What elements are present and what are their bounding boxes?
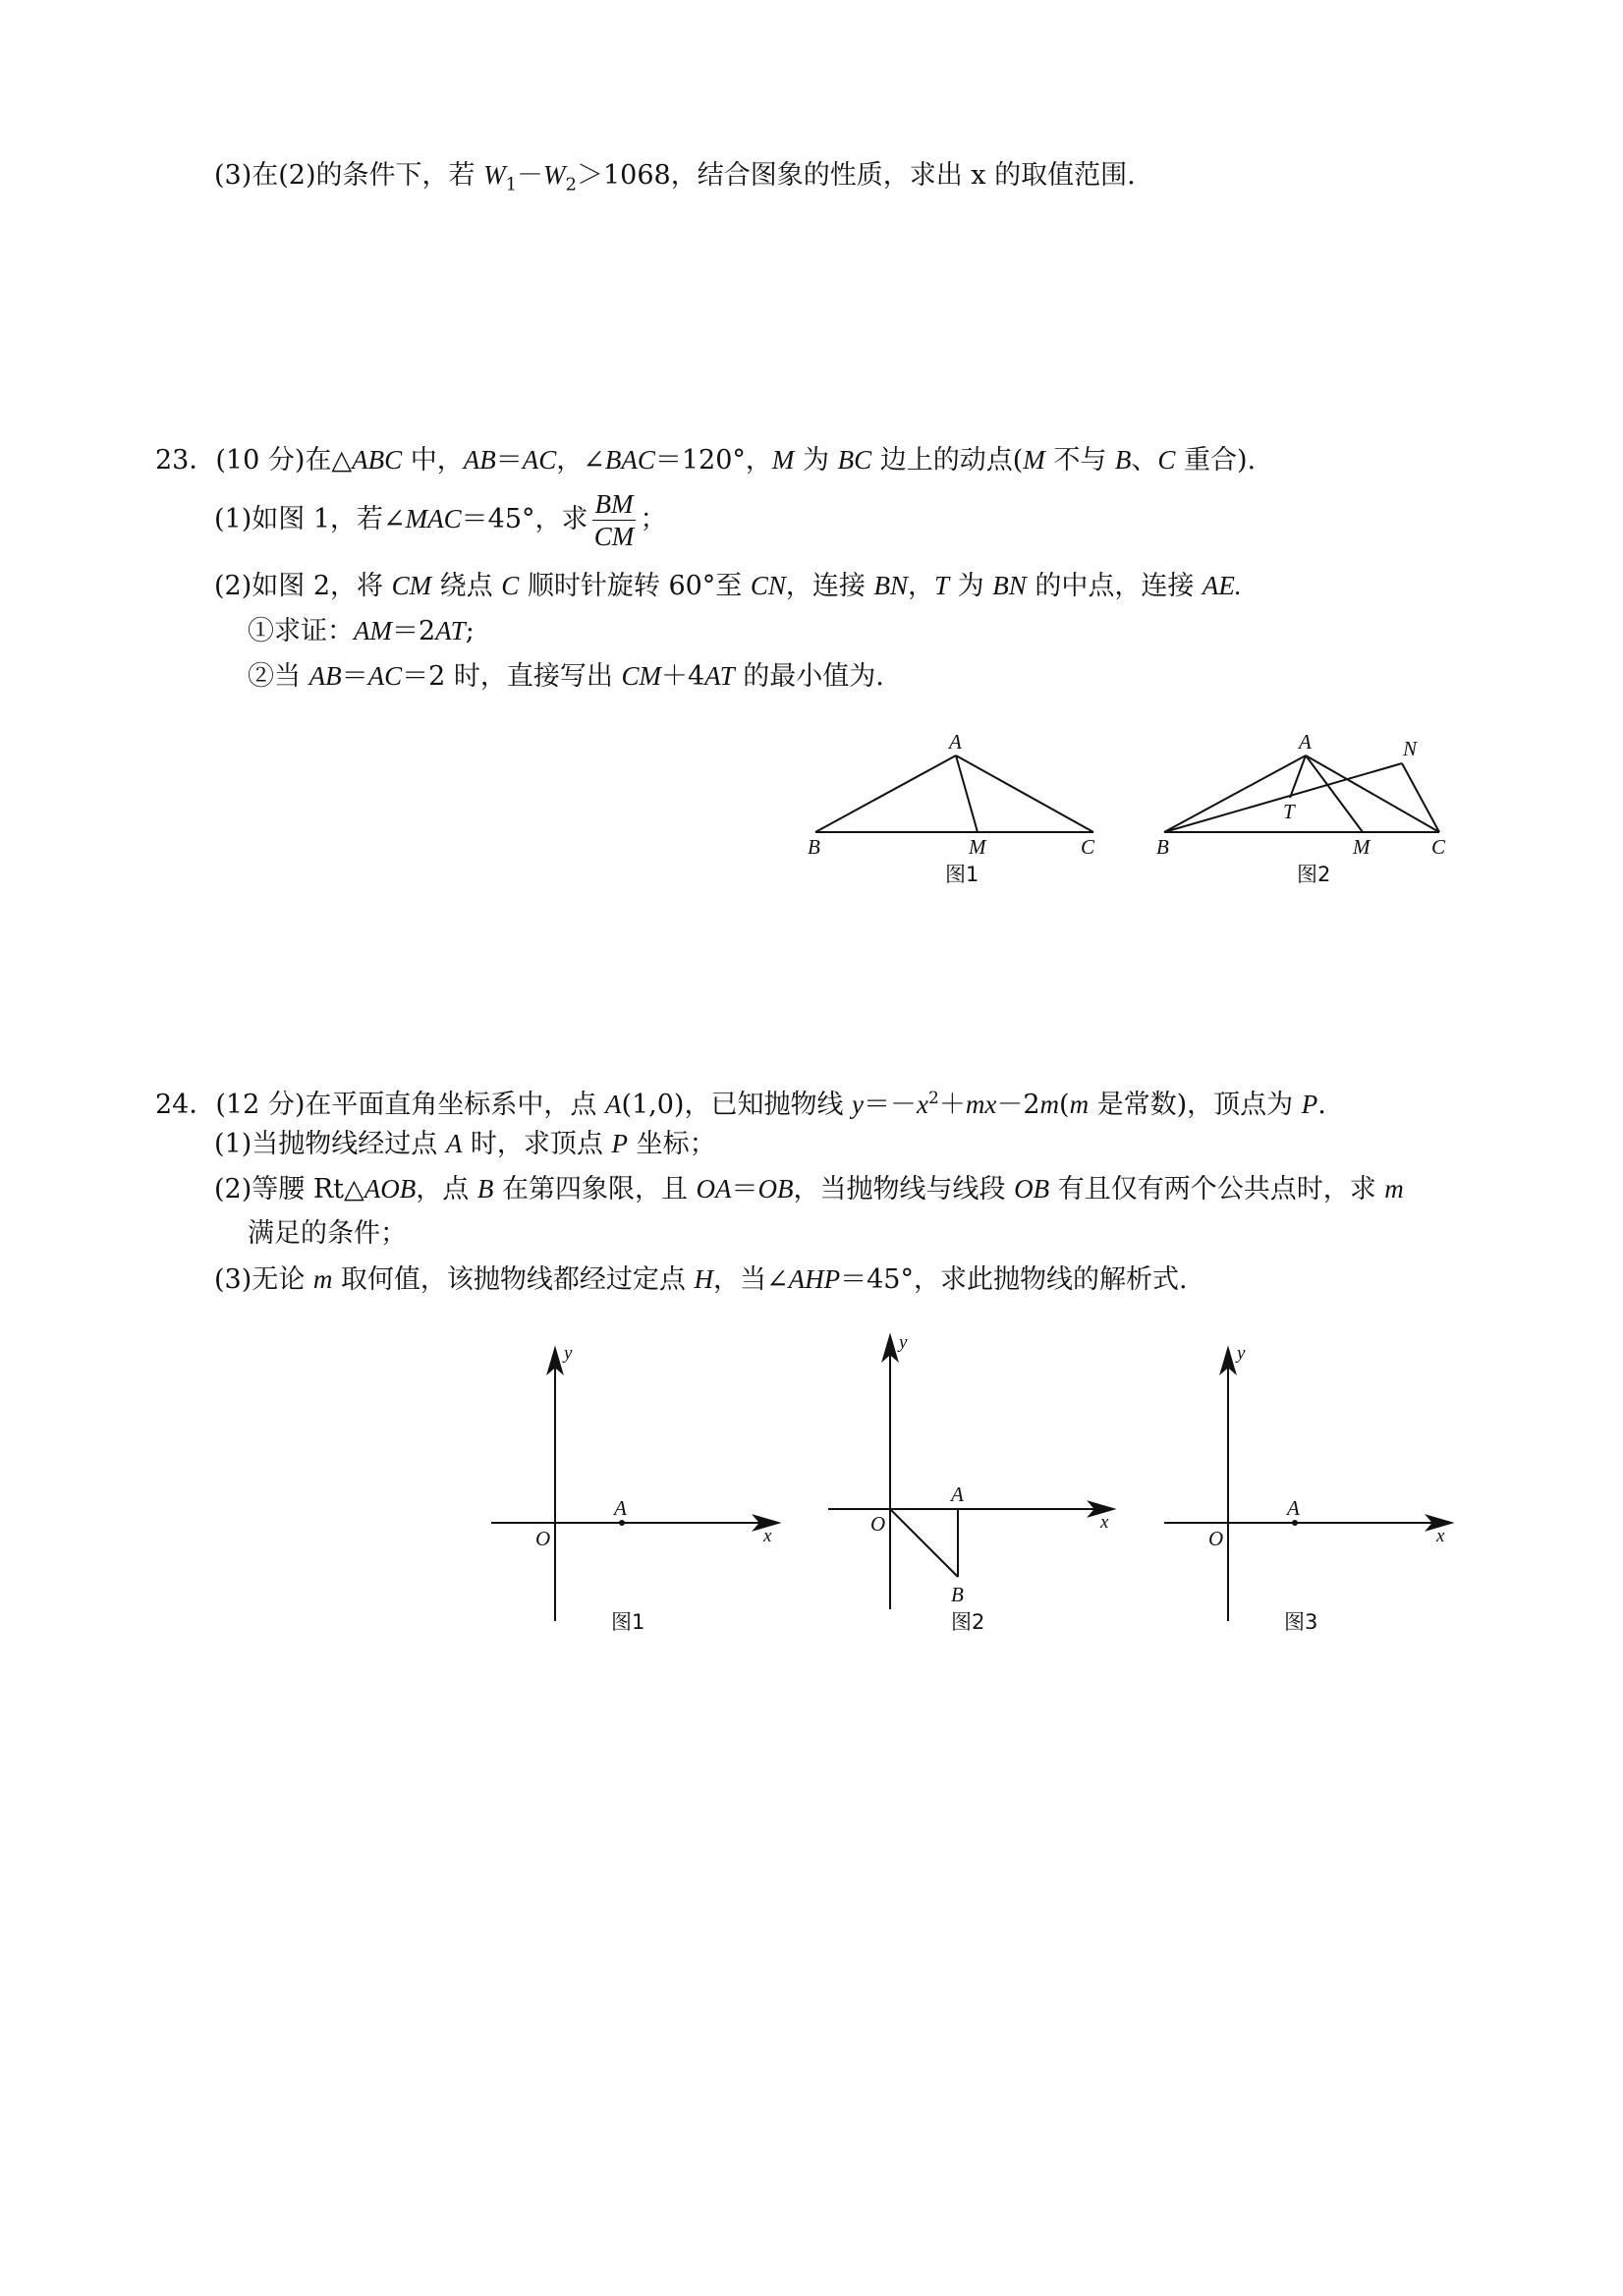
q23-figure-2	[1145, 722, 1459, 894]
w2-subscript: 2	[565, 174, 577, 196]
q23-s1-text: ＝2	[391, 616, 436, 646]
var-h: H	[694, 1264, 713, 1294]
q23-part2	[214, 568, 1242, 604]
q23-number: 23．	[155, 445, 216, 476]
figure-caption: 图2	[951, 1610, 985, 1634]
var-mx: mx	[965, 1090, 997, 1119]
q24-figure-3	[1159, 1341, 1464, 1641]
w1-subscript: 1	[505, 174, 518, 196]
var-m: m	[312, 1264, 333, 1294]
segment-ob	[890, 1509, 958, 1577]
exponent: 2	[928, 1089, 939, 1108]
var-m: m	[1384, 1174, 1404, 1204]
var-p: P	[1301, 1090, 1318, 1119]
var-cm: CM	[391, 571, 432, 600]
var-ahp: AHP	[788, 1264, 841, 1294]
q24-figure-2	[823, 1326, 1128, 1641]
q23-text: 重合).	[1175, 445, 1257, 476]
q24-text: (	[1059, 1090, 1070, 1120]
var-t: T	[934, 571, 950, 600]
q24-p1-text: 时，求顶点	[462, 1129, 612, 1159]
q24-p2-text: ，当抛物线与线段	[793, 1174, 1015, 1204]
w1-var: W	[483, 160, 506, 190]
q24-stem	[155, 1081, 1326, 1123]
var-at: AT	[704, 661, 735, 691]
q24-p2-text: ＝	[731, 1174, 758, 1204]
minus-sign: －	[517, 160, 544, 191]
label-a: A	[951, 1483, 964, 1506]
label-b: B	[808, 835, 820, 859]
q23-p2-text: 绕点	[431, 571, 502, 601]
var-ob: OB	[1014, 1174, 1050, 1204]
label-b: B	[1156, 835, 1169, 859]
var-ob: OB	[757, 1174, 794, 1204]
figure-caption: 图3	[1284, 1610, 1318, 1634]
q23-stem	[155, 442, 1256, 478]
q23-text: 中，	[402, 445, 464, 476]
q24-text: 是常数)，顶点为	[1089, 1090, 1302, 1120]
q24-number: 24．	[155, 1090, 216, 1120]
point-a	[619, 1520, 625, 1526]
q23-s2-text: ＋4	[660, 661, 705, 692]
q24-p2-text: ，点	[416, 1174, 477, 1204]
x-axis-label: x	[1436, 1526, 1445, 1546]
q23-p2-text: (2)如图 2，将	[214, 571, 392, 601]
var-m: m	[1069, 1090, 1090, 1119]
var-bc: BC	[837, 445, 872, 475]
label-t: T	[1283, 800, 1295, 823]
var-cm: CM	[621, 661, 661, 691]
var-a: A	[445, 1129, 463, 1158]
label-c: C	[1431, 835, 1446, 859]
q24-figure-1	[486, 1341, 791, 1641]
segment-ac	[956, 756, 1093, 832]
var-ac: AC	[522, 445, 557, 475]
segment-am	[956, 756, 978, 832]
q24-p2-text: (2)等腰 Rt△	[214, 1174, 364, 1204]
segment-ab	[815, 756, 956, 832]
q24-p3-text: ＝45°，求此抛物线的解析式.	[840, 1264, 1188, 1295]
point-a	[1292, 1520, 1298, 1526]
q24-text: －2	[996, 1090, 1040, 1120]
label-m: M	[969, 835, 986, 859]
q23-p2-text: 的中点，连接	[1026, 571, 1203, 601]
var-cn: CN	[750, 571, 786, 600]
figure-caption: 图2	[1297, 863, 1331, 886]
q23-text: ，∠	[556, 445, 605, 476]
segment-am	[1306, 756, 1363, 832]
q24-text: (12 分)在平面直角坐标系中，点	[215, 1090, 605, 1120]
var-m: M	[1023, 445, 1045, 475]
q23-text: ＝	[495, 445, 523, 476]
var-c: C	[1157, 445, 1176, 475]
var-a: A	[604, 1090, 622, 1119]
q23-p2-text: 顺时针旋转 60°至	[519, 571, 751, 601]
label-n: N	[1403, 737, 1418, 760]
var-b: B	[1114, 445, 1132, 475]
fraction-numerator: BM	[592, 488, 637, 521]
q23-text: 边上的动点(	[871, 445, 1024, 476]
q23-p2-text: 为	[949, 571, 993, 601]
label-b: B	[951, 1583, 964, 1606]
q23-p1-text: ；	[640, 504, 667, 534]
y-axis-label: y	[899, 1332, 908, 1353]
q23-s2-text: ②当	[248, 661, 309, 692]
var-c: C	[501, 571, 520, 600]
q23-part1	[214, 487, 666, 552]
var-at: AT	[435, 616, 466, 645]
q23-s2-text: 的最小值为.	[734, 661, 884, 692]
figure-caption: 图1	[945, 863, 979, 886]
x-axis-label: x	[763, 1526, 772, 1546]
q24-p2-text: 有且仅有两个公共点时，求	[1049, 1174, 1385, 1204]
q23-s2-text: ＝2 时，直接写出	[402, 661, 622, 692]
q24-text: ＝－	[864, 1090, 918, 1120]
q23-p1-text: (1)如图 1，若∠	[214, 504, 406, 534]
q22-part3-text-a: (3)在(2)的条件下，若	[214, 160, 484, 191]
label-o: O	[1208, 1527, 1224, 1550]
label-o: O	[870, 1512, 886, 1536]
w2-var: W	[543, 160, 566, 190]
y-axis-label: y	[564, 1343, 573, 1364]
fraction-denominator: CM	[593, 522, 635, 551]
var-ae: AE.	[1202, 571, 1242, 600]
var-am: AM	[354, 616, 392, 645]
q23-text: 、	[1131, 445, 1158, 476]
label-m: M	[1353, 835, 1371, 859]
fraction-bm-cm	[592, 488, 637, 552]
q24-part2	[214, 1171, 1404, 1207]
var-b: B	[476, 1174, 494, 1204]
var-x: x	[917, 1090, 929, 1119]
q23-text: (10 分)在△	[215, 445, 353, 476]
var-oa: OA	[696, 1174, 732, 1204]
label-a: A	[1299, 730, 1312, 754]
q24-part3	[214, 1261, 1188, 1298]
label-o: O	[535, 1527, 551, 1550]
q23-s1-text: ①求证：	[248, 616, 354, 646]
q23-text: 为	[794, 445, 838, 476]
q23-p1-text: ＝45°，求	[461, 504, 588, 534]
var-ac: AC	[367, 661, 403, 691]
q23-s1-text: ;	[465, 616, 475, 646]
var-bn: BN	[992, 571, 1027, 600]
q24-text: (1,0)，已知抛物线	[621, 1090, 853, 1120]
label-a: A	[614, 1496, 627, 1520]
x-axis-label: x	[1100, 1512, 1109, 1533]
q24-p2-text: 在第四象限，且	[493, 1174, 697, 1204]
q24-part1	[214, 1126, 716, 1162]
var-bac: BAC	[604, 445, 655, 475]
q22-part3-line	[214, 157, 1136, 202]
q24-text: ＋	[938, 1090, 966, 1120]
var-m: M	[771, 445, 795, 475]
var-abc: ABC	[352, 445, 403, 475]
q24-part2-continued	[248, 1216, 407, 1252]
q23-sub1	[248, 613, 475, 649]
q23-sub2	[248, 658, 884, 695]
q23-text: 不与	[1044, 445, 1115, 476]
var-bn: BN	[873, 571, 909, 600]
q24-p3-text: 取何值，该抛物线都经过定点	[332, 1264, 695, 1295]
label-a: A	[1287, 1496, 1300, 1520]
var-p: P	[611, 1129, 628, 1158]
q23-p2-text: ，	[908, 571, 935, 601]
var-aob: AOB	[364, 1174, 417, 1204]
var-ab: AB	[308, 661, 342, 691]
q24-text: .	[1317, 1090, 1326, 1120]
q23-text: ＝120°，	[654, 445, 772, 476]
q24-p3-text: ，当∠	[713, 1264, 789, 1295]
q24-p3-text: (3)无论	[214, 1264, 313, 1295]
q24-p2-text: 满足的条件；	[248, 1218, 407, 1249]
var-y: y	[852, 1090, 865, 1119]
q22-part3-text-b: ＞1068，结合图象的性质，求出 x 的取值范围.	[576, 160, 1136, 191]
figure-caption: 图1	[611, 1610, 645, 1634]
q23-p2-text: ，连接	[785, 571, 874, 601]
label-c: C	[1081, 835, 1095, 859]
q23-figure-1	[796, 722, 1110, 894]
y-axis-label: y	[1237, 1343, 1246, 1364]
q24-p1-text: (1)当抛物线经过点	[214, 1129, 446, 1159]
var-m: m	[1039, 1090, 1060, 1119]
q24-p1-text: 坐标；	[628, 1129, 716, 1159]
label-a: A	[949, 730, 962, 754]
q23-s2-text: ＝	[341, 661, 368, 692]
var-mac: MAC	[405, 504, 462, 533]
var-ab: AB	[463, 445, 496, 475]
